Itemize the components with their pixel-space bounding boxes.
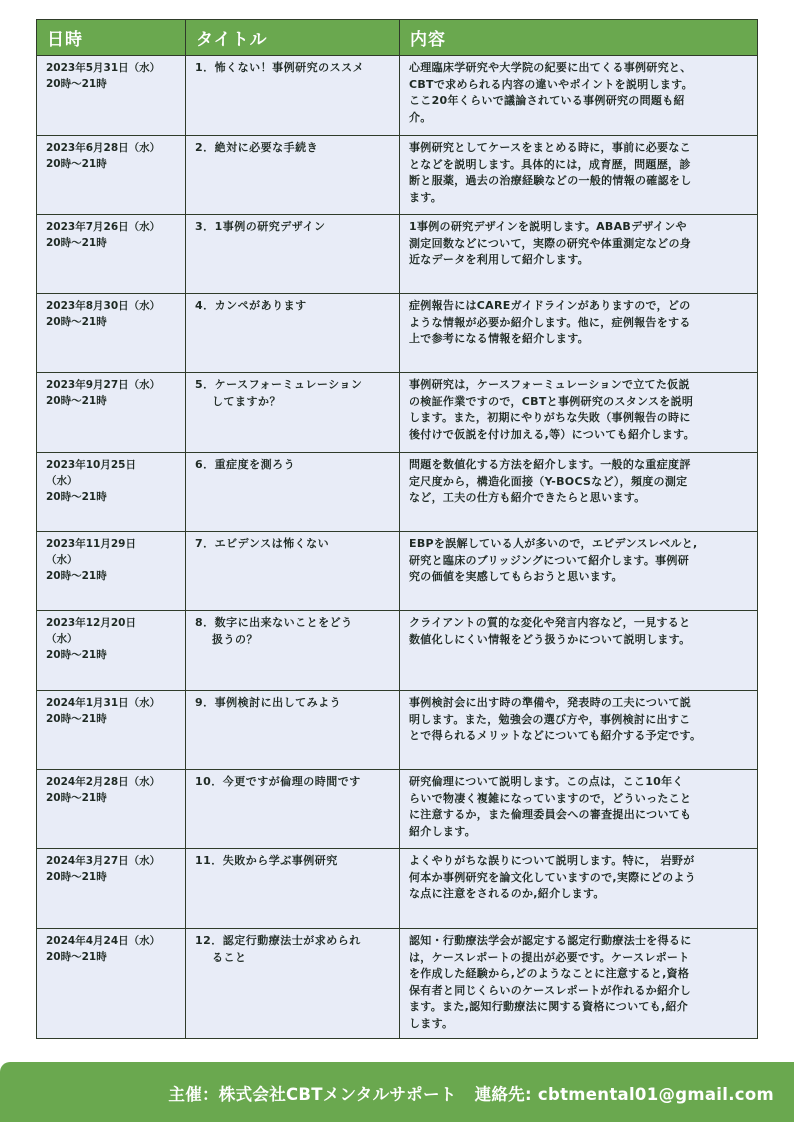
date-line: 20時〜21時 [46,951,107,963]
description-line: 明します。また，勉強会の選び方や，事例検討に出すこ [409,712,691,726]
session-date [37,215,186,294]
description-line: 断と服薬，過去の治療経験などの一般的情報の確認をし [409,174,692,187]
description-line: とで得られるメリットなどについても紹介する予定です。 [409,729,702,742]
session-title [186,770,400,849]
date-line: 2024年3月27日（水） [46,855,161,867]
session-title [186,611,400,691]
description-line: 究の価値を実感してもらおうと思います。 [409,570,623,583]
description-line: 事例研究は，ケースフォーミュレーションで立てた仮説 [409,378,690,391]
date-line: 2023年10月25日 [46,459,136,471]
date-line: 20時〜21時 [46,649,107,661]
description-line: ような情報が必要か紹介します。他に，症例報告をする [409,315,691,329]
header-date: 日時 [37,20,186,56]
description-line: など，工夫の仕方も紹介できたらと思います。 [409,491,646,504]
header-row [37,20,758,56]
date-line: 2024年2月28日（水） [46,776,161,788]
session-title [186,532,400,611]
session-description [400,532,758,611]
date-line: 20時〜21時 [46,792,107,804]
title-line: 7．エビデンスは怖くない [195,537,330,550]
description-line: EBPを誤解している人が多いので，エビデンスレベルと, [409,537,698,550]
description-line: 問題を数値化する方法を紹介します。一般的な重症度評 [409,458,691,471]
table-row [37,929,758,1039]
header-title: タイトル [186,20,400,56]
title-line: 12．認定行動療法士が求められ [195,934,361,947]
description-line: 定尺度から，構造化面接（Y-BOCSなど），頻度の測定 [409,474,688,488]
session-title [186,56,400,136]
session-title [186,453,400,532]
description-line: ます。 [409,190,443,204]
session-description [400,929,758,1039]
session-title [186,136,400,215]
date-line: 2023年7月26日（水） [46,221,161,233]
session-description [400,691,758,770]
description-line: 事例検討会に出す時の準備や，発表時の工夫について説 [409,696,692,709]
session-title [186,294,400,373]
session-description [400,136,758,215]
table-row [37,691,758,770]
table-row [37,611,758,691]
session-description [400,849,758,929]
description-line: 1事例の研究デザインを説明します。ABABデザインや [409,220,687,233]
date-line: 20時〜21時 [46,316,107,328]
session-date [37,453,186,532]
description-line: します。 [409,1016,454,1030]
date-line: 20時〜21時 [46,395,107,407]
footer-banner [0,1062,794,1122]
date-line: 2023年8月30日（水） [46,300,161,312]
date-line: 2023年9月27日（水） [46,379,161,391]
session-description [400,453,758,532]
table-row [37,770,758,849]
title-line: 1．怖くない！事例研究のススメ [195,61,365,74]
date-line: 2024年1月31日（水） [46,697,161,709]
table-row [37,56,758,136]
date-line: 20時〜21時 [46,78,107,90]
session-title [186,215,400,294]
organizer-text: 主催：株式会社CBTメンタルサポート [168,1085,457,1104]
date-line: 20時〜21時 [46,713,107,725]
title-line: 9．事例検討に出してみよう [195,696,342,709]
description-line: 数値化しにくい情報をどう扱うかについて説明します。 [409,632,691,646]
table-row [37,294,758,373]
title-line: 3．1事例の研究デザイン [195,220,326,233]
session-title [186,849,400,929]
date-line: 20時〜21時 [46,570,107,582]
description-line: よくやりがちな誤りについて説明します。特に， 岩野が [409,854,695,867]
date-line: 2023年11月29日 [46,538,136,550]
session-date [37,532,186,611]
session-description [400,56,758,136]
session-title [186,691,400,770]
table-row [37,453,758,532]
description-line: ここ20年くらいで議論されている事例研究の問題も紹 [409,94,685,107]
title-line: 扱うの？ [212,632,258,646]
description-line: CBTで求められる内容の違いやポイントを説明します。 [409,77,693,91]
session-title [186,929,400,1039]
description-line: らいで物凄く複雑になっていますので，どういったこと [409,791,692,805]
description-line: となどを説明します。具体的には，成育歴，問題歴，診 [409,157,691,171]
date-line: 2023年5月31日（水） [46,62,161,74]
footer-text [168,1081,774,1105]
session-description [400,373,758,453]
session-date [37,373,186,453]
session-date [37,56,186,136]
table-row [37,532,758,611]
title-line: 10．今更ですが倫理の時間です [195,775,361,788]
description-line: 上で参考になる情報を紹介します。 [409,332,589,345]
session-description [400,294,758,373]
session-date [37,294,186,373]
title-line: 4．カンペがあります [195,299,307,312]
title-line: 5．ケースフォーミュレーション [195,378,363,391]
table-row [37,373,758,453]
date-line: 2023年6月28日（水） [46,142,161,154]
date-line: 20時〜21時 [46,871,107,883]
date-line: （水） [46,475,78,487]
description-line: クライアントの質的な変化や発言内容など，一見すると [409,616,691,629]
date-line: 2023年12月20日 [46,617,136,629]
title-line: ること [212,950,247,964]
date-line: （水） [46,554,78,566]
description-line: 認知・行動療法学会が認定する認定行動療法士を得るに [409,934,692,947]
description-line: 研究倫理について説明します。この点は，ここ10年く [409,775,684,788]
description-line: に注意するか，また倫理委員会への審査提出についても [409,808,692,821]
header-content: 内容 [400,20,758,56]
session-title [186,373,400,453]
contact-text: 連絡先: cbtmental01@gmail.com [474,1085,774,1104]
description-line: 症例報告にはCAREガイドラインがありますので，どの [409,299,691,312]
description-line: 心理臨床学研究や大学院の紀要に出てくる事例研究と、 [409,61,692,74]
session-date [37,849,186,929]
date-line: 20時〜21時 [46,237,107,249]
description-line: の検証作業ですので，CBTと事例研究のスタンスを説明 [409,394,694,408]
description-line: ます。また,認知行動療法に関する資格についても,紹介 [409,1000,689,1013]
description-line: 保有者と同じくらいのケースレポートが作れるか紹介し [409,983,691,997]
session-description [400,611,758,691]
description-line: 後付けで仮説を付け加える,等）についても紹介します。 [409,427,695,441]
description-line: します。また，初期にやりがちな失敗（事例報告の時に [409,411,691,424]
description-line: を作成した経験から,どのようなことに注意すると,資格 [409,967,690,980]
date-line: 20時〜21時 [46,491,107,503]
description-line: は，ケースレポートの提出が必要です。ケースレポート [409,950,690,964]
title-line: 2．絶対に必要な手続き [195,141,319,154]
date-line: 2024年4月24日（水） [46,935,161,947]
session-date [37,770,186,849]
date-line: 20時〜21時 [46,158,107,170]
schedule-table [36,19,758,1039]
description-line: 測定回数などについて，実際の研究や体重測定などの身 [409,236,692,250]
description-line: 介。 [409,110,432,124]
table-row [37,136,758,215]
description-line: 研究と臨床のブリッジングについて紹介します。事例研 [409,553,690,567]
session-description [400,215,758,294]
description-line: 何本か事例研究を論文化していますので,実際にどのよう [409,870,696,884]
title-line: 6．重症度を測ろう [195,458,296,471]
title-line: してますか？ [212,394,281,408]
session-date [37,611,186,691]
table-row [37,215,758,294]
table-row [37,849,758,929]
description-line: 事例研究としてケースをまとめる時に，事前に必要なこ [409,141,691,154]
session-date [37,929,186,1039]
date-line: （水） [46,633,78,645]
session-date [37,691,186,770]
title-line: 11．失敗から学ぶ事例研究 [195,854,338,867]
title-line: 8．数字に出来ないことをどう [195,616,353,629]
description-line: 近なデータを利用して紹介します。 [409,253,589,266]
description-line: な点に注意をされるのか,紹介します。 [409,887,605,900]
session-description [400,770,758,849]
session-date [37,136,186,215]
description-line: 紹介します。 [409,824,476,838]
